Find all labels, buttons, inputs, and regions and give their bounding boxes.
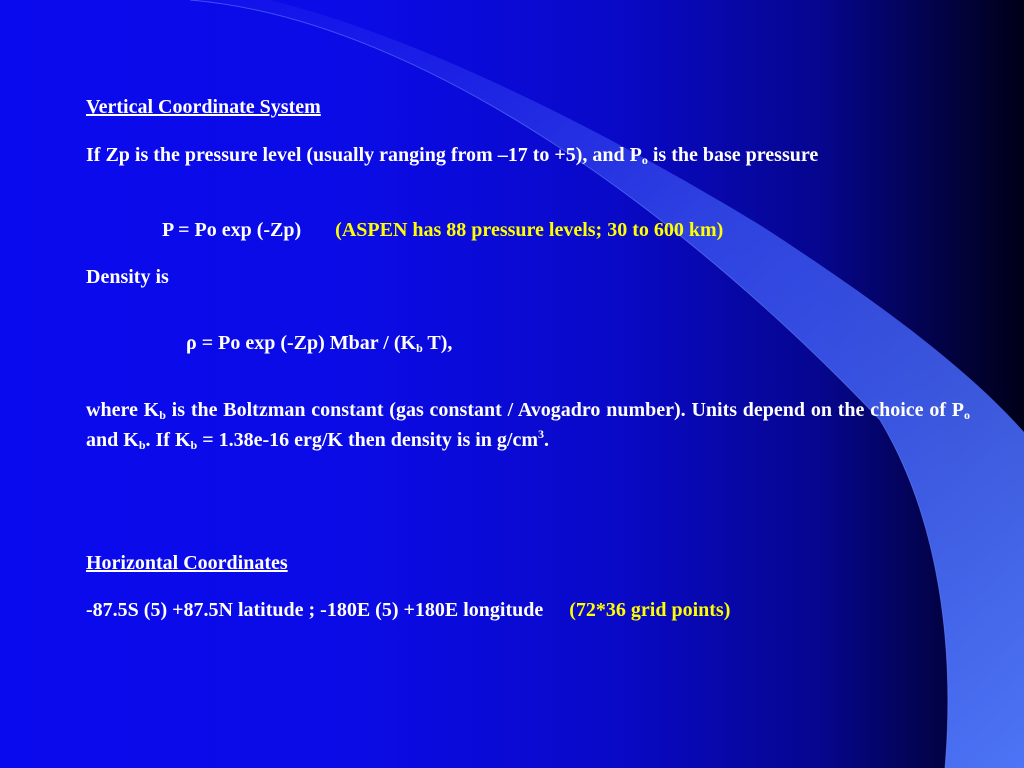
horizontal-range-line [86,595,970,625]
density-formula: ρ = Po exp (-Zp) Mbar / ($K_b$ T), [186,332,453,355]
boltzmann-paragraph: where $K_b$ is the Boltzman constant (gas constant / Avogadro number). Units depend on the choice of $P_o$ and $K_b$. If $K_b = 1.38e-16$ erg/K then density is in $g/cm^3$. [86,399,971,452]
vertical-intro: If Zp is the pressure level (usually ranging from –17 to +5), and $P_o$ is the base pressure [86,144,819,167]
vertical-heading: Vertical Coordinate System [86,96,321,118]
aspen-note: (ASPEN has 88 pressure levels; 30 to 600 km) [335,219,724,241]
grid-note: (72*36 grid points) [569,599,731,621]
horizontal-heading: Horizontal Coordinates [86,552,288,574]
horizontal-range: -87.5S (5) +87.5N latitude ; -180E (5) +180E longitude [86,599,544,621]
pressure-formula-line [162,215,970,245]
density-label: Density is [86,266,169,288]
pressure-formula: P = Po exp (-Zp) [162,219,302,241]
